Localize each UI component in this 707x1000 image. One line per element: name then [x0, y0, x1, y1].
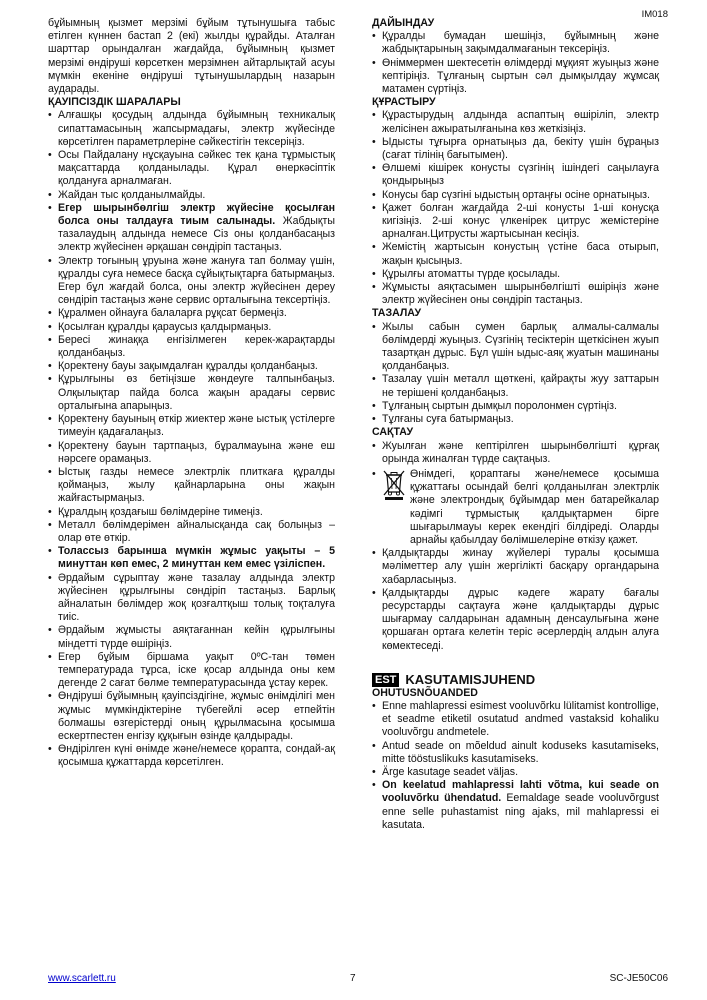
safety-item: [48, 189, 335, 202]
assembly-item: • Ыдысты тұғырға орнатыңыз да, бекіту үшін бұраңыз (сағат тілінің бағытымен).: [372, 136, 659, 162]
cleaning-item: • Тұлғаны суға батырмаңыз.: [372, 413, 659, 426]
safety-item: [48, 690, 335, 743]
safety-item: [48, 307, 335, 320]
footer-model-code: SC-JE50C06: [609, 973, 668, 984]
page-number: 7: [350, 973, 356, 984]
recycle-item-text: Өнімдегі, қораптағы және/немесе қосымша құжаттағы осындай белгі қолданылған электрлік және электрондық бұйымдар мен батарейкалар кәдімгі тұрмыстық қалдықтармен бірге шығарылмауы керек екендігі білдіреді. Оларды арнайы қабылдау бөлімшелеріне өткізу қажет.: [410, 467, 659, 546]
item-text: Бересі жинаққа енгізілмеген керек-жарақтарды қолданбаңыз.: [58, 333, 335, 360]
item-text: Осы Пайдалану нұсқауына сәйкес тек қана тұрмыстық мақсаттарда қолданылады. Құрал өнеркәсіптік қолдануға арналмаған.: [58, 149, 335, 188]
item-text: Жабдықты тазалаудың алдында немесе Сіз оны қолданбасаңыз электр жүйесінен әрқашан сөндіріп тастаңыз.: [58, 215, 335, 254]
item-text: Eemaldage seade vooluvõrgust enne selle puhastamist ning ajaks, mil mahlapressi ei kasutata.: [382, 792, 659, 831]
safety-item: [48, 440, 335, 466]
assembly-item: • Өлшемі кішірек конусты сүзгінің ішіндегі саңылауға қондырыңыз: [372, 162, 659, 188]
safety-item: [48, 624, 335, 650]
item-text: Электр тоғының ұруына және жануға тап болмау үшін, құралды суға немесе басқа сұйықтықтарға батырмаңыз. Егер бұл жағдай болса, оны электр жүйесінен дереу сөндіріп тастаңыз және сервис орталығына тексертіңіз.: [58, 254, 335, 307]
safety-title: ҚАУІПСІЗДІК ШАРАЛАРЫ: [48, 96, 181, 109]
assembly-title: ҚҰРАСТЫРУ: [372, 96, 436, 109]
safety-item: [48, 519, 335, 545]
item-text: Қоректену бауын тартпаңыз, бұралмауына және еш нәрсеге орамаңыз.: [58, 439, 335, 465]
item-text: Ыстық газды немесе электрлік плиткаға құралды қоймаңыз, жылу қайнарларына оны жақын жайғастырмаңыз.: [58, 465, 335, 505]
safety-item: [48, 651, 335, 691]
est-item: [372, 700, 659, 740]
recycle-item: • Қалдықтарды жинау жүйелері туралы қосымша мәліметтер алу үшін жергілікті басқару органдарына хабарласыңыз.: [372, 547, 659, 587]
recycle-list: [372, 547, 659, 653]
safety-item: [48, 321, 335, 334]
safety-item: [48, 373, 335, 413]
item-text: Металл бөлімдерімен айналысқанда сақ болыңыз – олар өте өткір.: [58, 518, 335, 544]
item-text: Қоректену бауы зақымдалған құралды қолданбаңыз.: [58, 360, 318, 373]
safety-item: [48, 360, 335, 373]
cleaning-list: [372, 321, 659, 427]
safety-item: [48, 334, 335, 360]
est-section-title: [372, 673, 659, 687]
weee-bin-icon: [382, 468, 406, 500]
header-model-code: IM018: [641, 9, 668, 20]
cleaning-item: • Тұлғаның сыртын дымқыл поролонмен сүртіңіз.: [372, 400, 659, 413]
item-text: Қосылған құралды қараусыз қалдырмаңыз.: [58, 320, 272, 333]
safety-item: [48, 466, 335, 506]
cleaning-title: ТАЗАЛАУ: [372, 307, 422, 320]
page-footer: [48, 973, 668, 989]
bold-text: On keelatud mahlapressi lahti võtma, kui seade on vooluvõrku ühendatud.: [382, 779, 659, 805]
item-text: Егер бұйым біршама уақыт 0ºC-тан төмен температурада тұрса, іске қосар алдында оны кем дегенде 2 сағат бөлме температурасында ұстау керек.: [58, 650, 335, 690]
safety-item: [48, 545, 335, 571]
item-text: Құрылғыны өз бетіңізше жөндеуге талпынбаңыз. Олқылықтар пайда болса жақын арадағы сервис орталығына апарыңыз.: [58, 373, 335, 412]
storage-list: [372, 440, 659, 466]
safety-item: [48, 572, 335, 625]
prep-title: ДАЙЫНДАУ: [372, 17, 435, 29]
item-text: Алғашқы қосудың алдында бұйымның техникалық сипаттамасының жапсырмадағы, электр жүйесінде көрсетілген параметрлеріне сәйкестігін тексеріңіз.: [58, 109, 335, 148]
est-item: [372, 779, 659, 832]
right-column: [372, 17, 659, 832]
assembly-list: [372, 109, 659, 307]
assembly-item: • Жемістің жартысын конустың үстіне баса отырып, жақын қысыңыз.: [372, 241, 659, 267]
assembly-item: • Құрылғы атоматты түрде қосылады.: [372, 268, 659, 281]
safety-item: [48, 506, 335, 519]
item-text: Ärge kasutage seadet väljas.: [382, 765, 519, 778]
assembly-item: • Қажет болған жағдайда 2-ші конусты 1-ші конусқа кигізіңіз. 2-ші конус үлкенірек цитрус жемістеріне арналған.Цитрусты жартысынан кесіңіз.: [372, 202, 659, 242]
website-link[interactable]: www.scarlett.ru: [48, 973, 116, 984]
item-text: Жайдан тыс қолданылмайды.: [58, 188, 206, 201]
item-text: Құралмен ойнауға балаларға рұқсат бермеңіз.: [58, 307, 287, 320]
est-subtitle: OHUTUSNÕUANDED: [372, 686, 478, 699]
item-text: Enne mahlapressi esimest vooluvõrku lülitamist kontrollige, et seadme etiketil osutatud andmed vastaksid kohaliku vooluvõrgu andmetele.: [382, 699, 659, 739]
est-title-text: KASUTAMISJUHEND: [405, 672, 536, 688]
assembly-item: • Конусы бар сүзгіні ыдыстың ортаңғы осіне орнатыңыз.: [372, 189, 659, 202]
safety-item: [48, 255, 335, 308]
bold-text: Егер шырынбөлгіш электр жүйесіне қосылған болса оны талдауға тиым салынады.: [58, 201, 335, 228]
cleaning-item: • Жылы сабын сумен барлық алмалы-салмалы бөлімдерді жуыңыз. Сүзгінің тесіктерін щеткісінен жуып тазартқан дұрыс. Бұл үшін ыдыс-аяқ жуатын машинаны қолданбаңыз.: [372, 321, 659, 374]
prep-list: [372, 30, 659, 96]
bullet: •: [372, 467, 376, 480]
item-text: Өндірілген күні өнімде және/немесе қорапта, сондай-ақ қосымша құжаттарда көрсетілген.: [58, 743, 335, 769]
est-item: [372, 740, 659, 766]
est-list: [372, 700, 659, 832]
recycle-item: • Қалдықтарды дұрыс кәдеге жарату бағалы ресурстарды сақтауға және қалдықтарды дұрыс шығармау салдарынан адамның денсаулығына және қоршаған ортаға келетін теріс әсерлердің алдын алуға көмектеседі.: [372, 587, 659, 653]
item-text: Құралдың қоздағыш бөлімдеріне тимеңіз.: [58, 505, 263, 518]
item-text: Қоректену бауының өткір жиектер және ыстық үстілерге тимеуін қадағалаңыз.: [58, 413, 335, 439]
warranty-intro: бұйымның қызмет мерзімі бұйым тұтынушыға табыс етілген күннен бастап 2 (екі) жылды құрайды. Аталған шарттар орындалған жағдайда, бұйымның қызмет мерзімі өндіруші көрсеткен мерзімнен айтарлықтай асуы мүмкін екеніне өндіруші тұтынушылардың назарын аударады.: [48, 17, 335, 96]
item-text: Antud seade on mõeldud ainult koduseks kasutamiseks, mitte tööstuslikuks kasutamiseks.: [382, 739, 659, 765]
safety-list: [48, 109, 335, 769]
item-text: Әрдайым сұрыптау және тазалау алдында электр жүйесінен құрылғыны сөндіріп тастаңыз. Барлық айналатын бөлімдер жоқ қозғалтқыш толық тоқталуға тиіс.: [58, 571, 335, 624]
bold-text: Толассыз барынша мүмкін жұмыс уақыты – 5 минуттан көп емес, 2 минуттан кем емес үзіліспен.: [58, 545, 335, 571]
est-badge: EST: [372, 673, 399, 687]
est-item: [372, 766, 659, 779]
assembly-item: • Жұмысты аяқтасымен шырынбөлгішті өшіріңіз және электр жүйесінен оны сөндіріп тастаңыз.: [372, 281, 659, 307]
item-text: Өндіруші бұйымның қауіпсіздігіне, жұмыс өнімділігі мен жұмыс мүмкіндіктеріне түбегейлі әсер етпейтін болмашы өзгерістерді оның құрылмасына қосымша ескертпестен енгізу құқығын өзінде қалдырады.: [58, 690, 335, 742]
recycle-row: [372, 468, 659, 547]
safety-item: [48, 149, 335, 189]
storage-item: • Жуылған және кептірілген шырынбөлгішті құрғақ орында жиналған түрде сақтаңыз.: [372, 440, 659, 466]
prep-item: • Өніммермен шектесетін өлімдерді мұқият жуыңыз және кептіріңіз. Тұлғаның сыртын сәл дымқылдау жұмсақ матамен сүртіңіз.: [372, 57, 659, 97]
cleaning-item: • Тазалау үшін металл щөткені, қайрақты жуу заттарын не терішені қолданбаңыз.: [372, 373, 659, 399]
left-column: [48, 17, 335, 770]
assembly-item: • Құрастырудың алдында аспаптың өшіріліп, электр желісінен ажыратылғанына көз жеткізіңіз.: [372, 109, 659, 135]
safety-item: [48, 109, 335, 149]
storage-title: САҚТАУ: [372, 426, 414, 439]
safety-item: [48, 202, 335, 255]
item-text: Әрдайым жұмысты аяқтағаннан кейін құрылғыны міндетті түрде өшіріңіз.: [58, 624, 335, 650]
safety-item: [48, 413, 335, 439]
safety-item: [48, 743, 335, 769]
prep-item: • Құралды бумадан шешіңіз, бұйымның және жабдықтарының зақымдалмағанын тексеріңіз.: [372, 30, 659, 56]
